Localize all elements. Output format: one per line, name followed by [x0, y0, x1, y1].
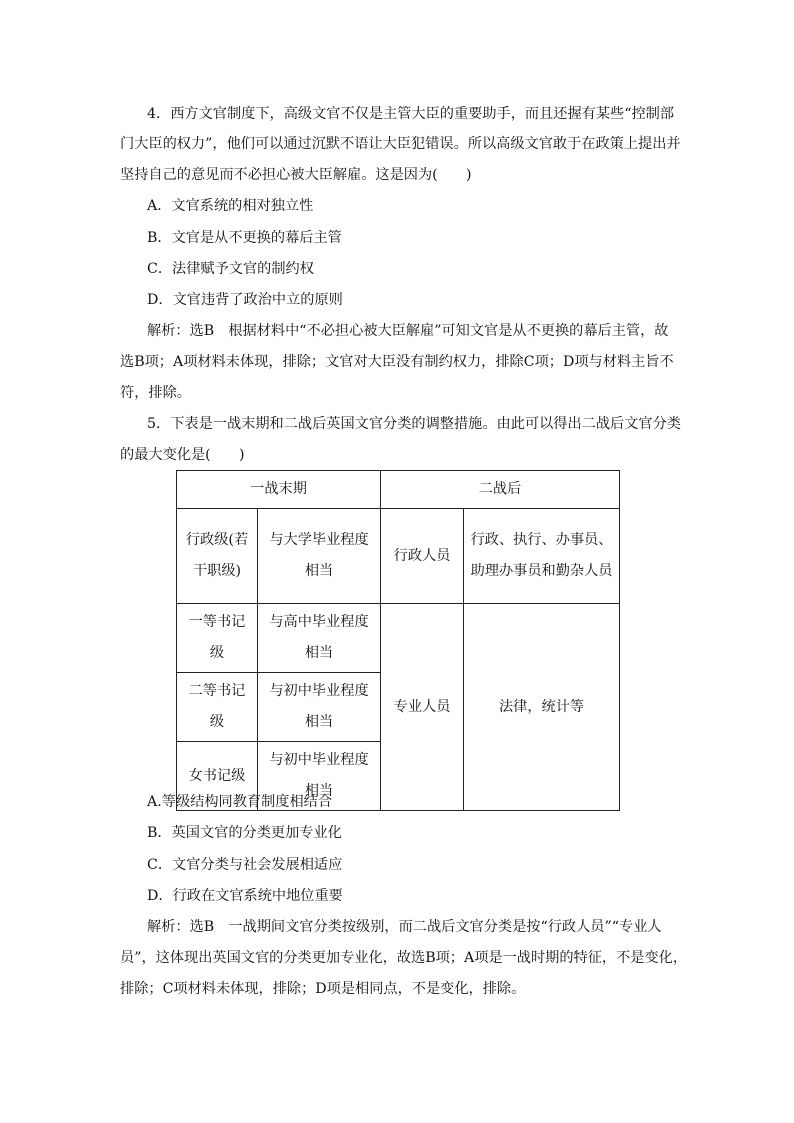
q5-option-b: B．英国文官的分类更加专业化 — [147, 825, 342, 841]
q4-stem-line-2: 门大臣的权力”，他们可以通过沉默不语让大臣犯错误。所以高级文官敢于在政策上提出并 — [120, 136, 681, 152]
grade-cell: 女书记级 — [177, 742, 258, 811]
category-cell-admin: 行政人员 — [381, 509, 464, 604]
q4-option-d: D．文官违背了政治中立的原则 — [147, 292, 343, 308]
q4-option-b: B．文官是从不更换的幕后主管 — [147, 230, 342, 246]
detail-cell-professional: 法律，统计等 — [464, 604, 620, 811]
q5-analysis-line-2: 员”，这体现出英国文官的分类更加专业化，故选B项；A项是一战时期的特征，不是变化， — [120, 950, 688, 966]
education-cell: 与初中毕业程度相当 — [258, 742, 381, 811]
q5-analysis-line-3: 排除；C项材料未体现，排除；D项是相同点，不是变化，排除。 — [120, 981, 526, 997]
q5-stem-line-2: 的最大变化是( ) — [120, 447, 245, 463]
education-cell: 与初中毕业程度相当 — [258, 673, 381, 742]
grade-cell: 一等书记级 — [177, 604, 258, 673]
q4-stem-line-3: 坚持自己的意见而不必担心被大臣解雇。这是因为( ) — [120, 167, 472, 183]
q4-stem-line-1: 4．西方文官制度下，高级文官不仅是主管大臣的重要助手，而且还握有某些“控制部 — [147, 106, 675, 122]
grade-cell: 行政级(若干职级) — [177, 509, 258, 604]
q5-option-a: A.等级结构同教育制度相结合 — [147, 794, 333, 810]
category-cell-professional: 专业人员 — [381, 604, 464, 811]
table-row — [177, 604, 620, 673]
detail-cell-admin: 行政、执行、办事员、助理办事员和勤杂人员 — [464, 509, 620, 604]
table-header-row — [177, 471, 620, 509]
header-ww1-end: 一战末期 — [177, 471, 381, 509]
classification-table — [176, 470, 620, 811]
q4-analysis-line-3: 符，排除。 — [120, 385, 191, 401]
education-cell: 与高中毕业程度相当 — [258, 604, 381, 673]
q4-analysis-line-2: 选B项；A项材料未体现，排除；文官对大臣没有制约权力，排除C项；D项与材料主旨不 — [120, 354, 674, 370]
q4-analysis-line-1: 解析：选B 根据材料中“不必担心被大臣解雇”可知文官是从不更换的幕后主管，故 — [147, 323, 669, 339]
header-post-ww2: 二战后 — [381, 471, 620, 509]
table-row — [177, 509, 620, 604]
q5-option-d: D．行政在文官系统中地位重要 — [147, 888, 343, 904]
q4-option-a: A．文官系统的相对独立性 — [147, 198, 314, 214]
education-cell: 与大学毕业程度相当 — [258, 509, 381, 604]
q4-option-c: C．法律赋予文官的制约权 — [147, 261, 314, 277]
q5-analysis-line-1: 解析：选B 一战期间文官分类按级别，而二战后文官分类是按“行政人员”“专业人 — [147, 919, 662, 935]
grade-cell: 二等书记级 — [177, 673, 258, 742]
q5-option-c: C．文官分类与社会发展相适应 — [147, 857, 343, 873]
q5-stem-line-1: 5．下表是一战末期和二战后英国文官分类的调整措施。由此可以得出二战后文官分类 — [147, 416, 681, 432]
